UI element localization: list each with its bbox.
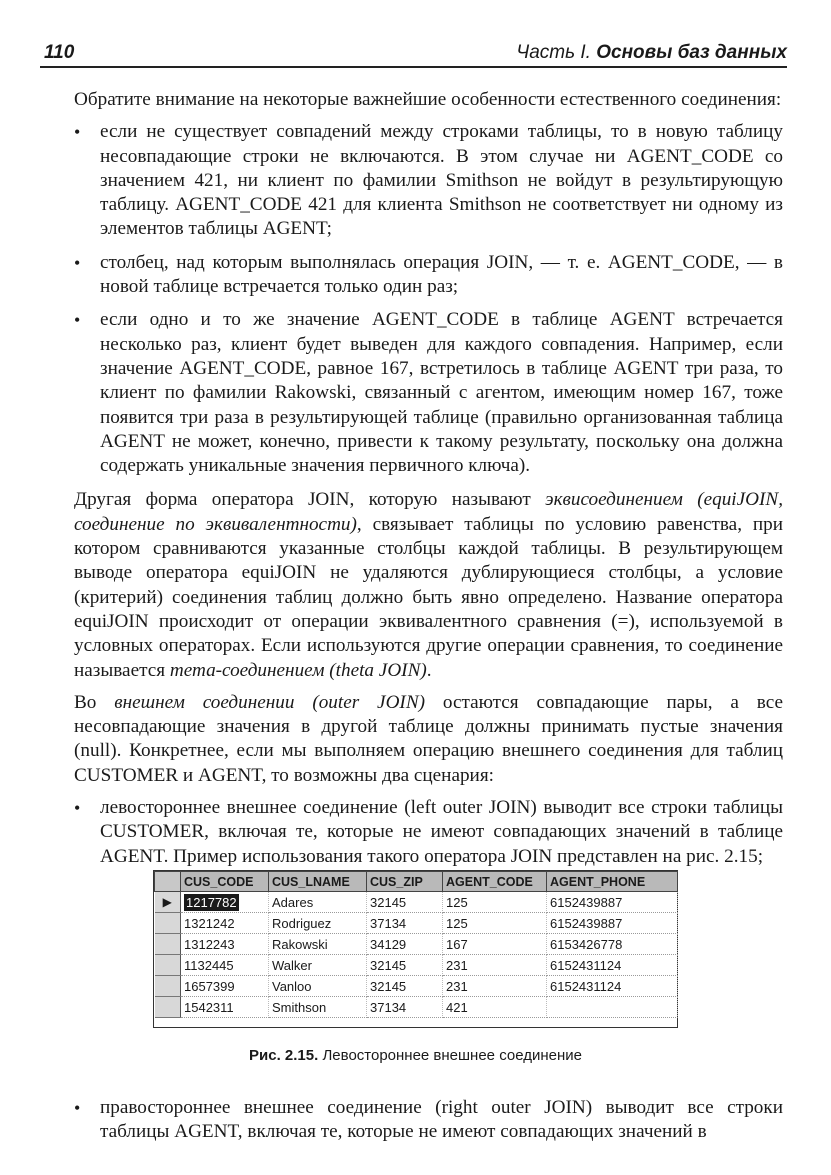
table-cell xyxy=(547,997,678,1018)
table-cell: Vanloo xyxy=(269,976,367,997)
text-run: , связывает таблицы по условию равенства, при котором сравниваются указанные столбцы каждой таблицы. В результирующем выводе оператора equiJOIN не удаляются дублирующиеся столбцы, а условие (критерий) соединения таблиц должно быть явно определено. Название оператора equiJOIN происходит от операции эквивалентного сравнения (=), используемой в условных операторах. Если используются другие операции сравнения, то соединение называется xyxy=(74,513,783,681)
figure-caption-label: Рис. 2.15. xyxy=(249,1047,319,1064)
row-selector xyxy=(155,934,181,955)
natural-join-features-list xyxy=(74,120,783,478)
table-cell: 34129 xyxy=(367,934,443,955)
table-cell: 1312243 xyxy=(181,934,269,955)
table-row xyxy=(155,934,678,955)
table-cell xyxy=(181,892,269,913)
row-selector-header xyxy=(155,872,181,892)
table-cell: 32145 xyxy=(367,892,443,913)
part-title: Основы баз данных xyxy=(596,42,787,63)
list-item: • правостороннее внешнее соединение (right outer JOIN) выводит все строки таблицы AGENT, включая те, которые не имеют совпадающих значений в xyxy=(74,1096,783,1145)
table-cell: 37134 xyxy=(367,913,443,934)
result-grid-figure xyxy=(153,870,678,1028)
table-cell: 37134 xyxy=(367,997,443,1018)
table-row xyxy=(155,997,678,1018)
list-item: • столбец, над которым выполнялась операция JOIN, — т. е. AGENT_CODE, — в новой таблице встречается только один раз; xyxy=(74,251,783,300)
main-text xyxy=(74,88,783,879)
table-cell: Adares xyxy=(269,892,367,913)
table-cell: 6152431124 xyxy=(547,976,678,997)
table-cell: 125 xyxy=(443,913,547,934)
table-cell: 32145 xyxy=(367,976,443,997)
table-cell: 1542311 xyxy=(181,997,269,1018)
table-cell: Smithson xyxy=(269,997,367,1018)
table-row xyxy=(155,955,678,976)
text-run: Во xyxy=(74,691,115,713)
part-label: Часть I. xyxy=(516,42,591,63)
table-cell: 231 xyxy=(443,955,547,976)
outer-join-list-continued xyxy=(74,1096,783,1145)
row-selector xyxy=(155,997,181,1018)
table-cell: 421 xyxy=(443,997,547,1018)
row-selector xyxy=(155,913,181,934)
table-header-row xyxy=(155,872,678,892)
row-selector xyxy=(155,976,181,997)
table-cell: 6152439887 xyxy=(547,892,678,913)
page-number: 110 xyxy=(44,42,75,63)
left-outer-join-table xyxy=(154,871,678,1018)
running-header xyxy=(40,40,787,68)
table-row xyxy=(155,892,678,913)
figure-caption xyxy=(0,1047,831,1064)
current-row-arrow-icon: ▶ xyxy=(155,892,181,913)
table-cell: 1657399 xyxy=(181,976,269,997)
text-run: . xyxy=(426,659,432,681)
column-header-cus-code: CUS_CODE xyxy=(181,872,269,892)
table-cell: 231 xyxy=(443,976,547,997)
table-cell: 125 xyxy=(443,892,547,913)
table-cell: 6153426778 xyxy=(547,934,678,955)
column-header-cus-zip: CUS_ZIP xyxy=(367,872,443,892)
table-cell: 32145 xyxy=(367,955,443,976)
table-cell: Rodriguez xyxy=(269,913,367,934)
table-row xyxy=(155,913,678,934)
term-equijoin: эквисоединением (equiJOIN, соединение по эквивалентности) xyxy=(74,489,783,535)
table-cell: 167 xyxy=(443,934,547,955)
column-header-cus-lname: CUS_LNAME xyxy=(269,872,367,892)
table-cell: Rakowski xyxy=(269,934,367,955)
intro-paragraph: Обратите внимание на некоторые важнейшие особенности естественного соединения: xyxy=(74,89,782,110)
list-item: • если не существует совпадений между строками таблицы, то в новую таблицу несовпадающие строки не включаются. В этом случае ни AGENT_CODE со значением 421, ни клиент по фамилии Smithson не войдут в результирующую таблицу. AGENT_CODE 421 для клиента Smithson не соответствует ни одному из элементов таблицы AGENT; xyxy=(74,120,783,241)
outer-join-paragraph xyxy=(74,691,783,788)
row-selector xyxy=(155,955,181,976)
running-title xyxy=(516,42,787,64)
table-cell: 6152431124 xyxy=(547,955,678,976)
list-item: • если одно и то же значение AGENT_CODE в таблице AGENT встречается несколько раз, клиент будет выведен для каждого совпадения. Например, если значение AGENT_CODE, равное 167, встретилось в таблице AGENT три раза, то клиент по фамилии Rakowski, связанный с агентом, имеющим номер 167, тоже появится три раза в результирующей таблице (правильно организованная таблица AGENT не может, конечно, привести к такому результату, поскольку она должна содержать уникальные значения первичного ключа). xyxy=(74,308,783,478)
continued-text xyxy=(74,1096,783,1155)
figure-caption-text: Левостороннее внешнее соединение xyxy=(322,1047,582,1064)
term-outer-join: внешнем соединении (outer JOIN) xyxy=(114,691,426,713)
table-row xyxy=(155,976,678,997)
list-item: • левостороннее внешнее соединение (left outer JOIN) выводит все строки таблицы CUSTOMER, включая те, которые не имеют совпадающих значений в таблице AGENT. Пример использования такого оператора JOIN представлен на рис. 2.15; xyxy=(74,796,783,869)
column-header-agent-phone: AGENT_PHONE xyxy=(547,872,678,892)
text-run: остаются совпадающие пары, а все несовпадающие значения в другой таблице должны принимать пустые значения (null). Конкретнее, если мы выполняем операцию внешнего соединения для таблиц CUSTOMER и AGENT, то возможны два сценария: xyxy=(74,691,783,786)
table-cell: 6152439887 xyxy=(547,913,678,934)
table-cell: Walker xyxy=(269,955,367,976)
equijoin-paragraph xyxy=(74,488,783,682)
column-header-agent-code: AGENT_CODE xyxy=(443,872,547,892)
text-run: Другая форма оператора JOIN, которую называют xyxy=(74,489,546,511)
table-cell: 1132445 xyxy=(181,955,269,976)
table-cell: 1321242 xyxy=(181,913,269,934)
selected-cell-text: 1217782 xyxy=(186,894,237,910)
outer-join-list xyxy=(74,796,783,869)
term-theta-join: тета-соединением (theta JOIN) xyxy=(169,659,427,681)
